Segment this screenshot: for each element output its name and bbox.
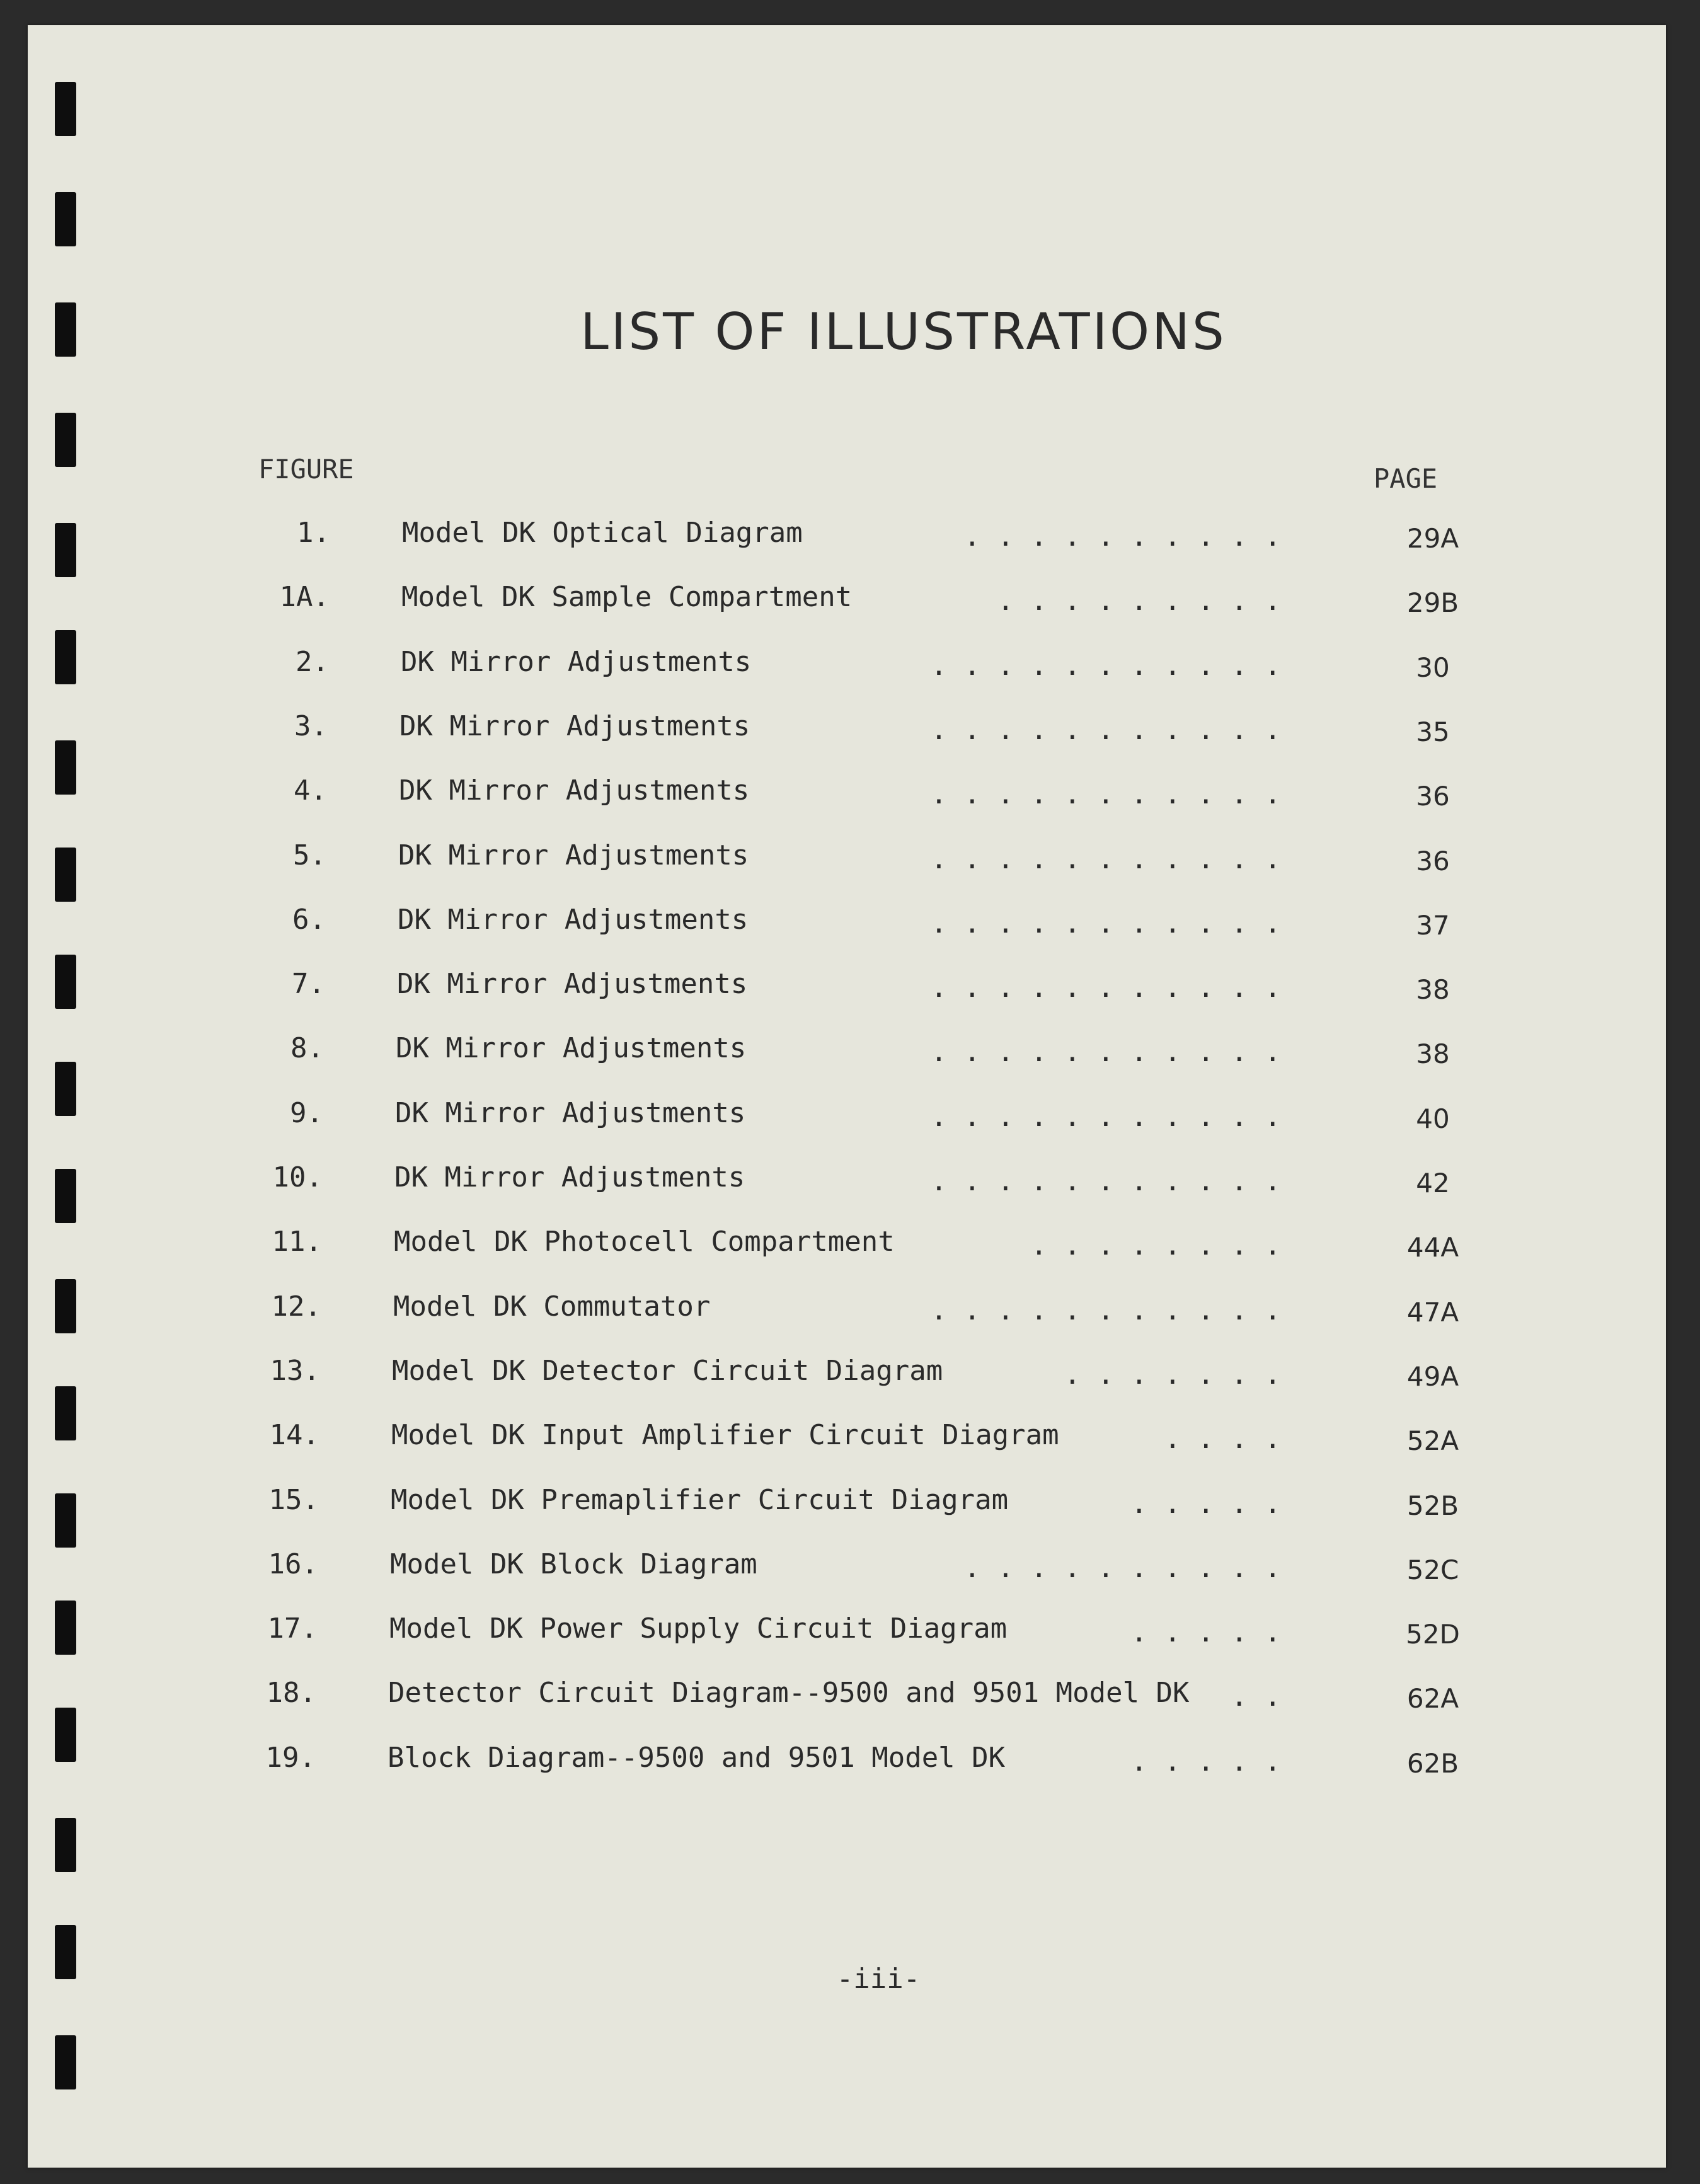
figure-title: Model DK Premaplifier Circuit Diagram: [391, 1484, 1009, 1516]
binding-hole: [55, 192, 76, 246]
dot-leader: . . . . . . . . . . .: [930, 650, 1281, 682]
list-item: [28, 774, 1666, 825]
page-number-footer: -iii-: [836, 1963, 921, 1995]
list-item: [28, 904, 1666, 954]
figure-title: Model DK Power Supply Circuit Diagram: [389, 1612, 1008, 1645]
dot-leader: . . . . . . . . . .: [963, 1552, 1281, 1584]
dot-leader: . . . . .: [1130, 1616, 1281, 1648]
list-item: [28, 1355, 1666, 1405]
figure-title: DK Mirror Adjustments: [395, 1097, 746, 1129]
figure-title: DK Mirror Adjustments: [401, 646, 752, 678]
figure-number: 6.: [292, 904, 326, 936]
page-number: 35: [1416, 716, 1450, 747]
page-number: 62A: [1406, 1683, 1459, 1714]
figure-column-header: FIGURE: [258, 454, 354, 485]
figure-title: DK Mirror Adjustments: [398, 839, 749, 871]
binding-hole: [55, 82, 76, 136]
list-item: [28, 1484, 1666, 1534]
page-number: 30: [1416, 652, 1450, 683]
dot-leader: . . . . . . . .: [1030, 1229, 1281, 1262]
dot-leader: . . . . . . . . . . .: [930, 972, 1281, 1004]
figure-title: Model DK Commutator: [393, 1290, 711, 1323]
figure-number: 5.: [293, 839, 326, 871]
list-item: [28, 1612, 1666, 1663]
binding-hole: [55, 413, 76, 467]
figure-number: 12.: [271, 1290, 321, 1323]
page-number: 47A: [1406, 1297, 1459, 1328]
figure-title: Model DK Photocell Compartment: [394, 1226, 895, 1258]
list-item: [28, 1677, 1666, 1727]
list-item: [28, 968, 1666, 1018]
list-item: [28, 1097, 1666, 1147]
dot-leader: . . . . .: [1130, 1745, 1281, 1778]
page-number: 52B: [1406, 1490, 1459, 1521]
dot-leader: . . . . .: [1130, 1488, 1281, 1520]
figure-title: Detector Circuit Diagram--9500 and 9501 Model DK: [388, 1677, 1190, 1709]
dot-leader: . . . . . . .: [1064, 1359, 1281, 1391]
figure-title: DK Mirror Adjustments: [399, 710, 750, 742]
list-item: [28, 1419, 1666, 1469]
binding-hole: [55, 1818, 76, 1872]
page-number: 37: [1416, 910, 1450, 941]
list-item: [28, 839, 1666, 890]
figure-number: 16.: [268, 1548, 318, 1580]
dot-leader: . . . .: [1164, 1423, 1281, 1455]
page-number: 52A: [1406, 1425, 1459, 1456]
page-number: 38: [1416, 1038, 1450, 1069]
figure-number: 10.: [272, 1161, 323, 1193]
page-number: 52C: [1406, 1555, 1459, 1585]
figure-title: DK Mirror Adjustments: [397, 968, 748, 1000]
figure-number: 18.: [266, 1677, 316, 1709]
binding-hole: [55, 302, 76, 357]
page-number: 38: [1416, 974, 1450, 1005]
figure-number: 7.: [292, 968, 325, 1000]
figure-title: DK Mirror Adjustments: [396, 1032, 747, 1064]
document-page: [28, 25, 1666, 2168]
figure-number: 4.: [294, 774, 327, 807]
figure-title: Model DK Sample Compartment: [401, 581, 853, 613]
page-column-header: PAGE: [1374, 463, 1438, 494]
figure-number: 17.: [267, 1612, 318, 1645]
list-item: [28, 1032, 1666, 1083]
figure-title: Model DK Input Amplifier Circuit Diagram: [391, 1419, 1059, 1451]
dot-leader: . . . . . . . . . . .: [930, 714, 1281, 746]
figure-title: DK Mirror Adjustments: [399, 774, 750, 807]
binding-hole: [55, 2035, 76, 2089]
figure-number: 15.: [268, 1484, 319, 1516]
list-item: [28, 1290, 1666, 1341]
list-item: [28, 646, 1666, 696]
figure-number: 8.: [290, 1032, 324, 1064]
figure-number: 19.: [265, 1742, 316, 1774]
page-title: LIST OF ILLUSTRATIONS: [580, 302, 1227, 361]
figure-number: 1A.: [279, 581, 330, 613]
dot-leader: . . . . . . . . . . .: [930, 1294, 1281, 1326]
figure-number: 13.: [270, 1355, 320, 1387]
list-item: [28, 1226, 1666, 1276]
page-number: 62B: [1406, 1748, 1459, 1779]
list-item: [28, 710, 1666, 761]
figure-title: Block Diagram--9500 and 9501 Model DK: [388, 1742, 1006, 1774]
figure-number: 9.: [290, 1097, 323, 1129]
dot-leader: . .: [1231, 1681, 1281, 1713]
page-number: 49A: [1406, 1361, 1459, 1392]
dot-leader: . . . . . . . . . . .: [930, 778, 1281, 810]
list-item: [28, 1742, 1666, 1792]
list-item: [28, 1161, 1666, 1212]
page-number: 36: [1416, 781, 1450, 812]
dot-leader: . . . . . . . . . .: [963, 520, 1281, 553]
figure-title: DK Mirror Adjustments: [394, 1161, 745, 1193]
list-item: [28, 581, 1666, 631]
figure-number: 14.: [269, 1419, 319, 1451]
page-number: 52D: [1406, 1619, 1460, 1650]
dot-leader: . . . . . . . . . . .: [930, 843, 1281, 875]
page-number: 40: [1416, 1103, 1450, 1134]
list-item: [28, 1548, 1666, 1599]
figure-number: 3.: [294, 710, 328, 742]
figure-number: 11.: [272, 1226, 322, 1258]
dot-leader: . . . . . . . . .: [997, 585, 1281, 617]
figure-title: DK Mirror Adjustments: [398, 904, 749, 936]
figure-title: Model DK Detector Circuit Diagram: [392, 1355, 943, 1387]
dot-leader: . . . . . . . . . . .: [930, 1101, 1281, 1133]
page-number: 29B: [1406, 587, 1459, 618]
figure-title: Model DK Optical Diagram: [402, 517, 803, 549]
dot-leader: . . . . . . . . . . .: [930, 907, 1281, 940]
dot-leader: . . . . . . . . . . .: [930, 1165, 1281, 1197]
page-number: 36: [1416, 846, 1450, 876]
page-number: 44A: [1406, 1232, 1459, 1263]
figure-number: 1.: [297, 517, 330, 549]
dot-leader: . . . . . . . . . . .: [930, 1036, 1281, 1068]
page-number: 29A: [1406, 523, 1459, 554]
page-number: 42: [1416, 1168, 1450, 1198]
figure-title: Model DK Block Diagram: [390, 1548, 757, 1580]
figure-number: 2.: [296, 646, 329, 678]
list-item: [28, 517, 1666, 567]
